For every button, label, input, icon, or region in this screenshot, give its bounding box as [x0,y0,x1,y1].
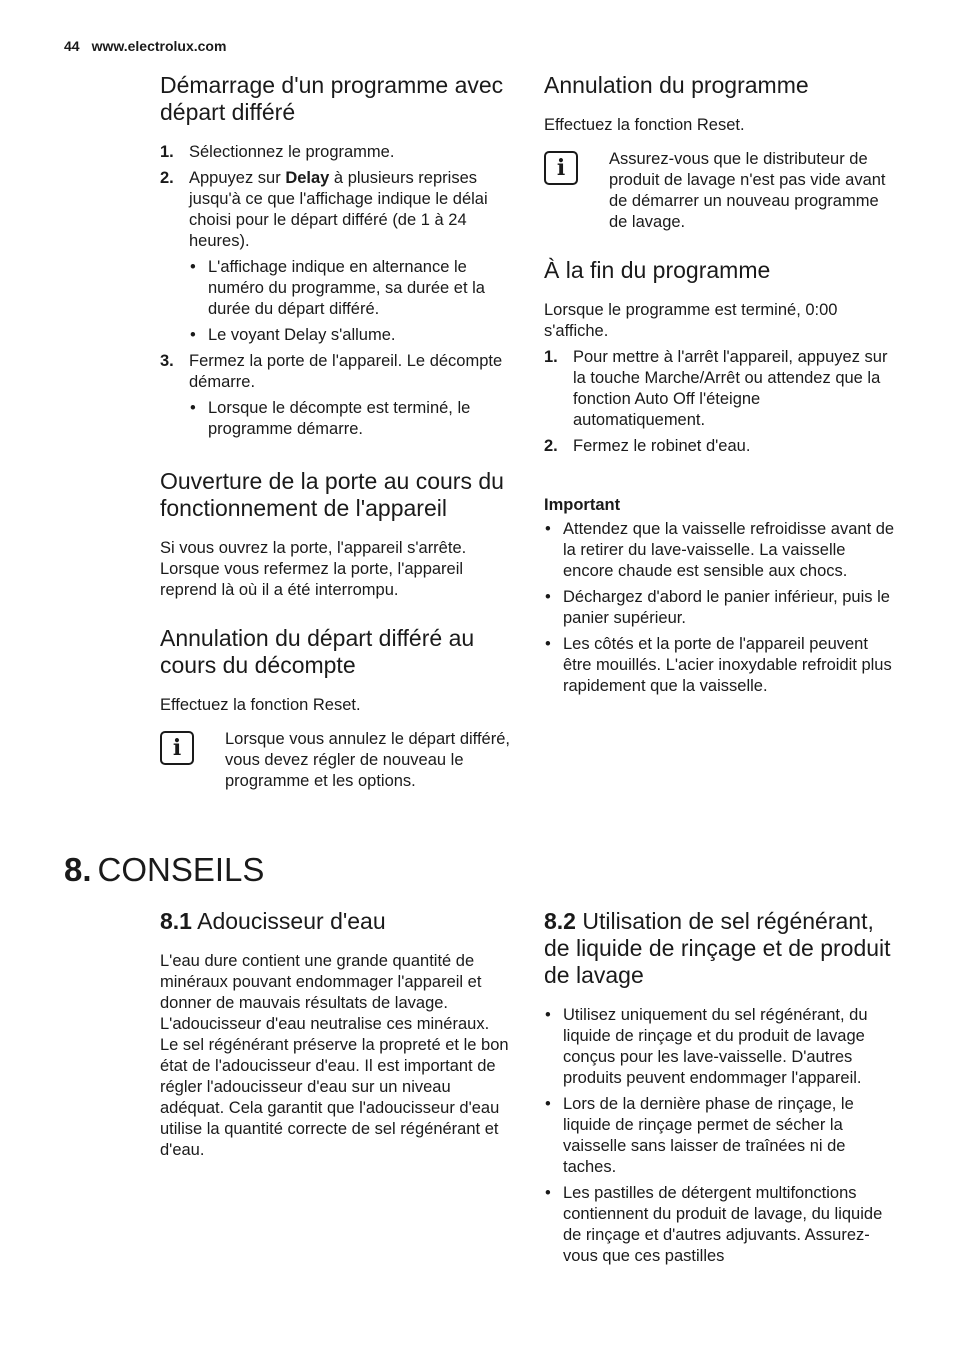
step-3-bullets [189,398,512,440]
list-item: • Déchargez d'abord le panier inférieur, puis le panier supérieur. [544,587,896,629]
info-note: i Assurez-vous que le distributeur de produit de lavage n'est pas vide avant de démarrer un nouveau programme de lavage. [544,149,896,233]
water-softener-section [160,908,512,1161]
step-2: 2. Fermez le robinet d'eau. [544,437,751,455]
page-header [64,38,226,54]
products-list [544,1005,896,1267]
section-title-end-program: À la fin du programme [544,257,771,283]
step-3: 3. Fermez la porte de l'appareil. Le décompte démarre. • Lorsque le décompte est terminé, le programme démarre. [160,351,512,440]
end-program-text: Lorsque le programme est terminé, 0:00 s'affiche. [544,301,838,340]
list-item: • Lorsque le décompte est terminé, le programme démarre. [189,398,512,440]
list-item: • L'affichage indique en alternance le numéro du programme, sa durée et la durée du départ différé. [189,257,512,320]
info-note: i Lorsque vous annulez le départ différé, vous devez régler de nouveau le programme et les options. [160,729,512,792]
step-1: 1. Sélectionnez le programme. [160,143,395,161]
list-item: • Les côtés et la porte de l'appareil peuvent être mouillés. L'acier inoxydable refroidit plus rapidement que la vaisselle. [544,634,896,697]
end-program-steps [544,347,896,457]
door-text: Si vous ouvrez la porte, l'appareil s'arrête. Lorsque vous refermez la porte, l'appareil reprend là où il a été interrompu. [160,539,467,599]
left-column [160,72,512,445]
delayed-start-steps [160,142,512,440]
list-item: • Les pastilles de détergent multifonctions contiennent du produit de lavage, du liquide de rinçage et d'autres adjuvants. Assurez-vous que ces pastilles [544,1183,896,1267]
important-title: Important [544,496,621,514]
page-number: 44 [64,38,80,54]
info-icon: i [544,151,578,185]
step-1: 1. Pour mettre à l'arrêt l'appareil, appuyez sur la touche Marche/Arrêt ou attendez que la fonction Auto Off l'éteigne automatiquement. [544,348,888,429]
end-program-section [544,257,896,462]
chapter-number: 8. [64,851,92,888]
products-section [544,908,896,1272]
site-url: www.electrolux.com [91,38,227,54]
cancel-program-section [544,72,896,233]
paragraph: L'eau dure contient une grande quantité de minéraux pouvant endommager l'appareil et donner de mauvais résultats de lavage. L'adoucisseur d'eau neutralise ces minéraux. [160,952,490,1033]
section-title-products: 8.2 Utilisation de sel régénérant, de liquide de rinçage et de produit de lavage [544,908,891,988]
list-item: • Utilisez uniquement du sel régénérant, du liquide de rinçage et du produit de lavage conçus pour les lave-vaisselle. D'autres produits peuvent endommager l'appareil. [544,1005,896,1089]
delay-keyword: Delay [285,169,330,187]
step-2-bullets [189,257,512,346]
list-item: • Le voyant Delay s'allume. [189,325,512,346]
cancel-delay-text: Effectuez la fonction Reset. [160,696,361,714]
list-item: • Lors de la dernière phase de rinçage, le liquide de rinçage permet de sécher la vaisselle sans laisser de traînées ni de taches. [544,1094,896,1178]
section-title-cancel-program: Annulation du programme [544,72,809,98]
section-title-delayed-start: Démarrage d'un programme avec départ différé [160,72,504,125]
paragraph: Le sel régénérant préserve la propreté et le bon état de l'adoucisseur d'eau. Il est important de régler l'adoucisseur d'eau sur un niveau adéquat. Cela garantit que l'adoucisseur d'eau utilise la quantité correcte de sel régénérant et d'eau. [160,1036,509,1159]
list-item: • Attendez que la vaisselle refroidisse avant de la retirer du lave-vaisselle. La vaisselle encore chaude est sensible aux chocs. [544,519,896,582]
step-2: 2. Appuyez sur Delay à plusieurs reprises jusqu'à ce que l'affichage indique le délai choisi pour le départ différé (de 1 à 24 heures). • L'affichage indique en alternance le numéro du programme, sa durée et la durée du départ différé. • Le voyant Delay s'allume. [160,168,512,346]
important-list [544,519,896,697]
section-title-water-softener: 8.1 Adoucisseur d'eau [160,908,386,934]
info-icon: i [160,731,194,765]
important-section [544,495,896,702]
section-title-cancel-delay: Annulation du départ différé au cours du décompte [160,625,475,678]
cancel-program-text: Effectuez la fonction Reset. [544,116,745,134]
cancel-delay-section [160,625,512,792]
section-title-door: Ouverture de la porte au cours du fonctionnement de l'appareil [160,468,504,521]
door-section [160,468,512,601]
chapter-title: 8. CONSEILS [64,851,265,888]
